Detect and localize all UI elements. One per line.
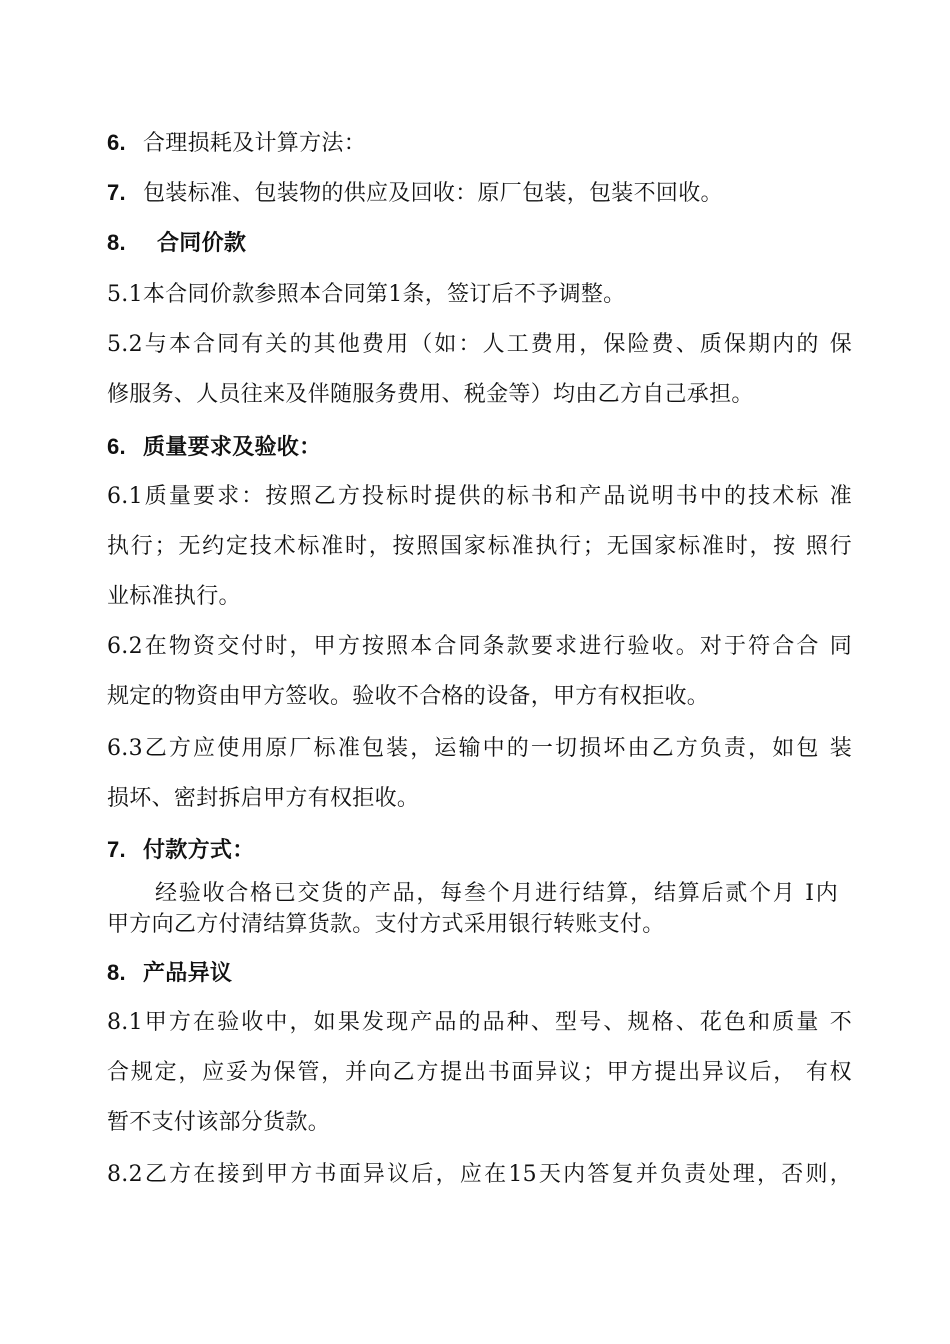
paragraph-text: 5.2与本合同有关的其他费用（如：人工费用，保险费、质保期内的 保 xyxy=(107,332,852,357)
item-number: 7. xyxy=(107,180,126,205)
paragraph-5-1 xyxy=(107,280,852,310)
paragraph-text: 6.1质量要求：按照乙方投标时提供的标书和产品说明书中的技术标 准 xyxy=(107,484,852,509)
paragraph-text: 6.3乙方应使用原厂标准包装，运输中的一切损坏由乙方负责，如包 装 xyxy=(107,736,852,761)
heading-contract-price xyxy=(107,228,852,259)
paragraph-payment-line2 xyxy=(107,910,852,940)
paragraph-8-1-line1 xyxy=(107,1008,852,1038)
heading-product-objection xyxy=(107,958,852,989)
item-number: 8. xyxy=(107,960,126,985)
item-number: 8. xyxy=(107,230,126,255)
paragraph-6-3-line2 xyxy=(107,784,852,814)
heading-text: 合同价款 xyxy=(157,231,247,256)
paragraph-5-2-line1 xyxy=(107,330,852,360)
paragraph-6-2-line1 xyxy=(107,632,852,662)
item-number: 7. xyxy=(107,837,126,862)
paragraph-6-3-line1 xyxy=(107,734,852,764)
paragraph-6-1-line3 xyxy=(107,582,852,612)
paragraph-text: 经验收合格已交货的产品，每叁个月进行结算，结算后贰个月 I内 xyxy=(155,881,838,906)
paragraph-text: 规定的物资由甲方签收。验收不合格的设备，甲方有权拒收。 xyxy=(107,684,710,709)
paragraph-6-1-line1 xyxy=(107,482,852,512)
item-6-loss-calc xyxy=(107,128,852,159)
paragraph-text: 修服务、人员往来及伴随服务费用、税金等）均由乙方自己承担。 xyxy=(107,382,754,407)
heading-text: 付款方式： xyxy=(143,838,255,863)
paragraph-8-1-line2 xyxy=(107,1058,852,1088)
paragraph-text: 甲方向乙方付清结算货款。支付方式采用银行转账支付。 xyxy=(107,912,665,937)
heading-text: 质量要求及验收： xyxy=(143,435,322,460)
paragraph-text: 6.2在物资交付时，甲方按照本合同条款要求进行验收。对于符合合 同 xyxy=(107,634,852,659)
paragraph-text: 损坏、密封拆启甲方有权拒收。 xyxy=(107,786,420,811)
paragraph-text: 8.2乙方在接到甲方书面异议后，应在15天内答复并负责处理，否则， xyxy=(107,1162,852,1187)
item-text: 合理损耗及计算方法： xyxy=(143,131,367,156)
heading-quality-acceptance xyxy=(107,432,852,463)
paragraph-5-2-line2 xyxy=(107,380,852,410)
paragraph-text: 8.1甲方在验收中，如果发现产品的品种、型号、规格、花色和质量 不 xyxy=(107,1010,852,1035)
paragraph-text: 合规定，应妥为保管，并向乙方提出书面异议；甲方提出异议后， 有权 xyxy=(107,1060,852,1085)
paragraph-6-1-line2 xyxy=(107,532,852,562)
paragraph-8-2-line1 xyxy=(107,1160,852,1190)
paragraph-text: 5.1本合同价款参照本合同第1条，签订后不予调整。 xyxy=(107,282,626,307)
paragraph-6-2-line2 xyxy=(107,682,852,712)
item-7-packaging xyxy=(107,178,852,209)
item-number: 6. xyxy=(107,130,126,155)
paragraph-8-1-line3 xyxy=(107,1108,852,1138)
item-number: 6. xyxy=(107,434,126,459)
paragraph-text: 业标准执行。 xyxy=(107,584,241,609)
item-text: 包装标准、包装物的供应及回收：原厂包装，包装不回收。 xyxy=(143,181,723,206)
heading-payment-method xyxy=(107,835,852,866)
paragraph-text: 执行；无约定技术标准时，按照国家标准执行；无国家标准时，按 照行 xyxy=(107,534,852,559)
paragraph-text: 暂不支付该部分货款。 xyxy=(107,1110,331,1135)
paragraph-payment-line1 xyxy=(155,879,838,909)
heading-text: 产品异议 xyxy=(143,961,233,986)
